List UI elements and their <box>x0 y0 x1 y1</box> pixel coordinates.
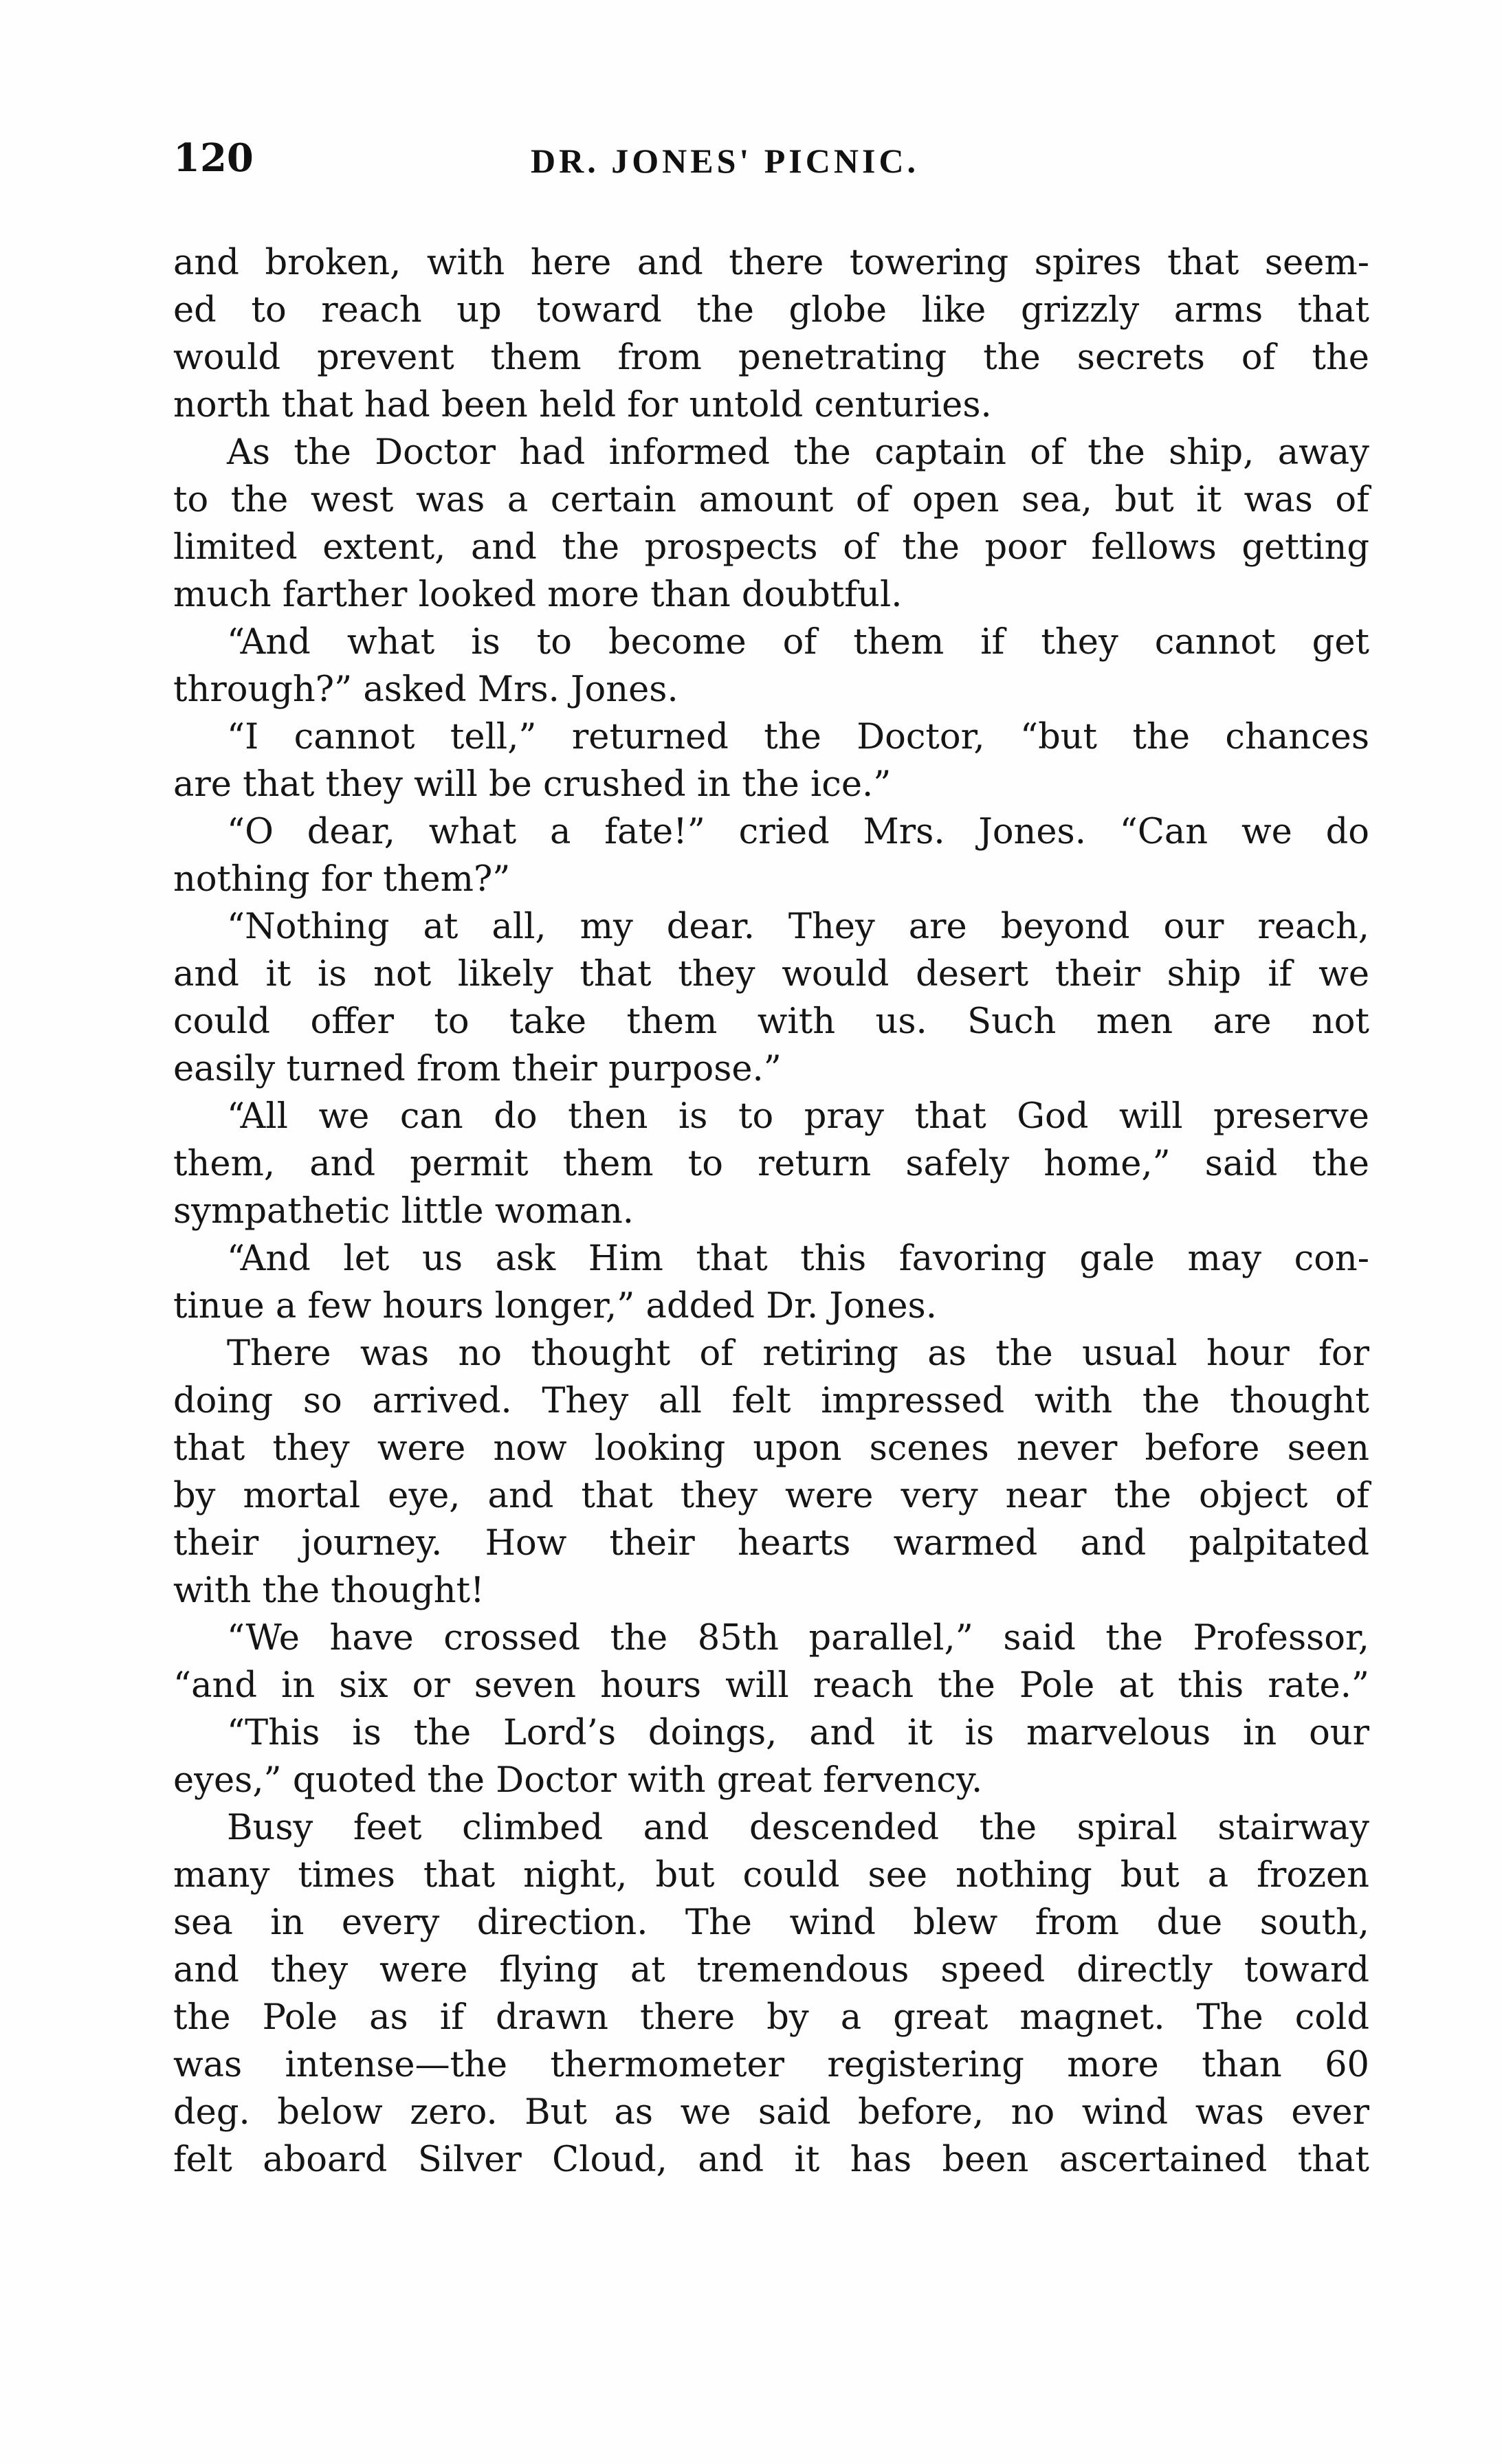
text-line: “and in six or seven hours will reach the Pole at this rate.” <box>173 1665 1369 1706</box>
text-line: As the Doctor had informed the captain of the ship, away <box>227 432 1369 473</box>
text-line: would prevent them from penetrating the secrets of the <box>173 337 1369 378</box>
text-line: through?” asked Mrs. Jones. <box>173 669 678 710</box>
text-line: “I cannot tell,” returned the Doctor, “but the chances <box>227 717 1369 757</box>
text-line: “O dear, what a fate!” cried Mrs. Jones. “Can we do <box>227 812 1369 852</box>
text-line: are that they will be crushed in the ice.” <box>173 764 892 805</box>
text-line: their journey. How their hearts warmed and palpitated <box>173 1523 1369 1564</box>
text-line: tinue a few hours longer,” added Dr. Jones. <box>173 1286 937 1327</box>
page-number: 120 <box>173 135 254 181</box>
text-line: and they were flying at tremendous speed directly toward <box>173 1950 1369 1990</box>
text-line: and broken, with here and there towering spires that seem- <box>173 243 1369 283</box>
text-line: deg. below zero. But as we said before, no wind was ever <box>173 2092 1369 2133</box>
text-line: with the thought! <box>173 1570 485 1611</box>
text-line: nothing for them?” <box>173 859 511 900</box>
text-line: by mortal eye, and that they were very near the object of <box>173 1476 1369 1516</box>
text-line: “This is the Lord’s doings, and it is marvelous in our <box>227 1713 1369 1753</box>
text-line: “And let us ask Him that this favoring gale may con- <box>227 1239 1369 1279</box>
text-line: was intense—the thermometer registering more than 60 <box>173 2045 1369 2085</box>
text-line: “All we can do then is to pray that God will preserve <box>227 1096 1369 1137</box>
text-line: limited extent, and the prospects of the poor fellows getting <box>173 527 1369 568</box>
text-line: to the west was a certain amount of open sea, but it was of <box>173 480 1369 520</box>
text-line: the Pole as if drawn there by a great magnet. The cold <box>173 1997 1369 2038</box>
text-line: “We have crossed the 85th parallel,” said the Professor, <box>227 1618 1369 1658</box>
text-line: north that had been held for untold centuries. <box>173 385 992 425</box>
text-line: ed to reach up toward the globe like grizzly arms that <box>173 290 1369 331</box>
text-line: There was no thought of retiring as the usual hour for <box>227 1333 1369 1374</box>
text-line: sympathetic little woman. <box>173 1191 634 1232</box>
page-header <box>173 137 1369 199</box>
text-line: “Nothing at all, my dear. They are beyond our reach, <box>227 907 1369 947</box>
text-line: doing so arrived. They all felt impressed with the thought <box>173 1381 1369 1421</box>
text-line: and it is not likely that they would desert their ship if we <box>173 954 1369 995</box>
text-line: that they were now looking upon scenes never before seen <box>173 1428 1369 1469</box>
text-line: felt aboard Silver Cloud, and it has been ascertained that <box>173 2140 1369 2180</box>
text-line: them, and permit them to return safely home,” said the <box>173 1144 1369 1184</box>
text-line: easily turned from their purpose.” <box>173 1049 782 1089</box>
text-line: sea in every direction. The wind blew from due south, <box>173 1902 1369 1943</box>
body-text <box>173 239 1369 2184</box>
text-line: eyes,” quoted the Doctor with great fervency. <box>173 1760 983 1801</box>
text-line: “And what is to become of them if they cannot get <box>227 622 1369 663</box>
running-title: DR. JONES' PICNIC. <box>531 142 920 180</box>
text-line: many times that night, but could see nothing but a frozen <box>173 1855 1369 1896</box>
text-line: could offer to take them with us. Such men are not <box>173 1001 1369 1042</box>
text-line: Busy feet climbed and descended the spiral stairway <box>227 1808 1369 1848</box>
text-line: much farther looked more than doubtful. <box>173 575 903 615</box>
